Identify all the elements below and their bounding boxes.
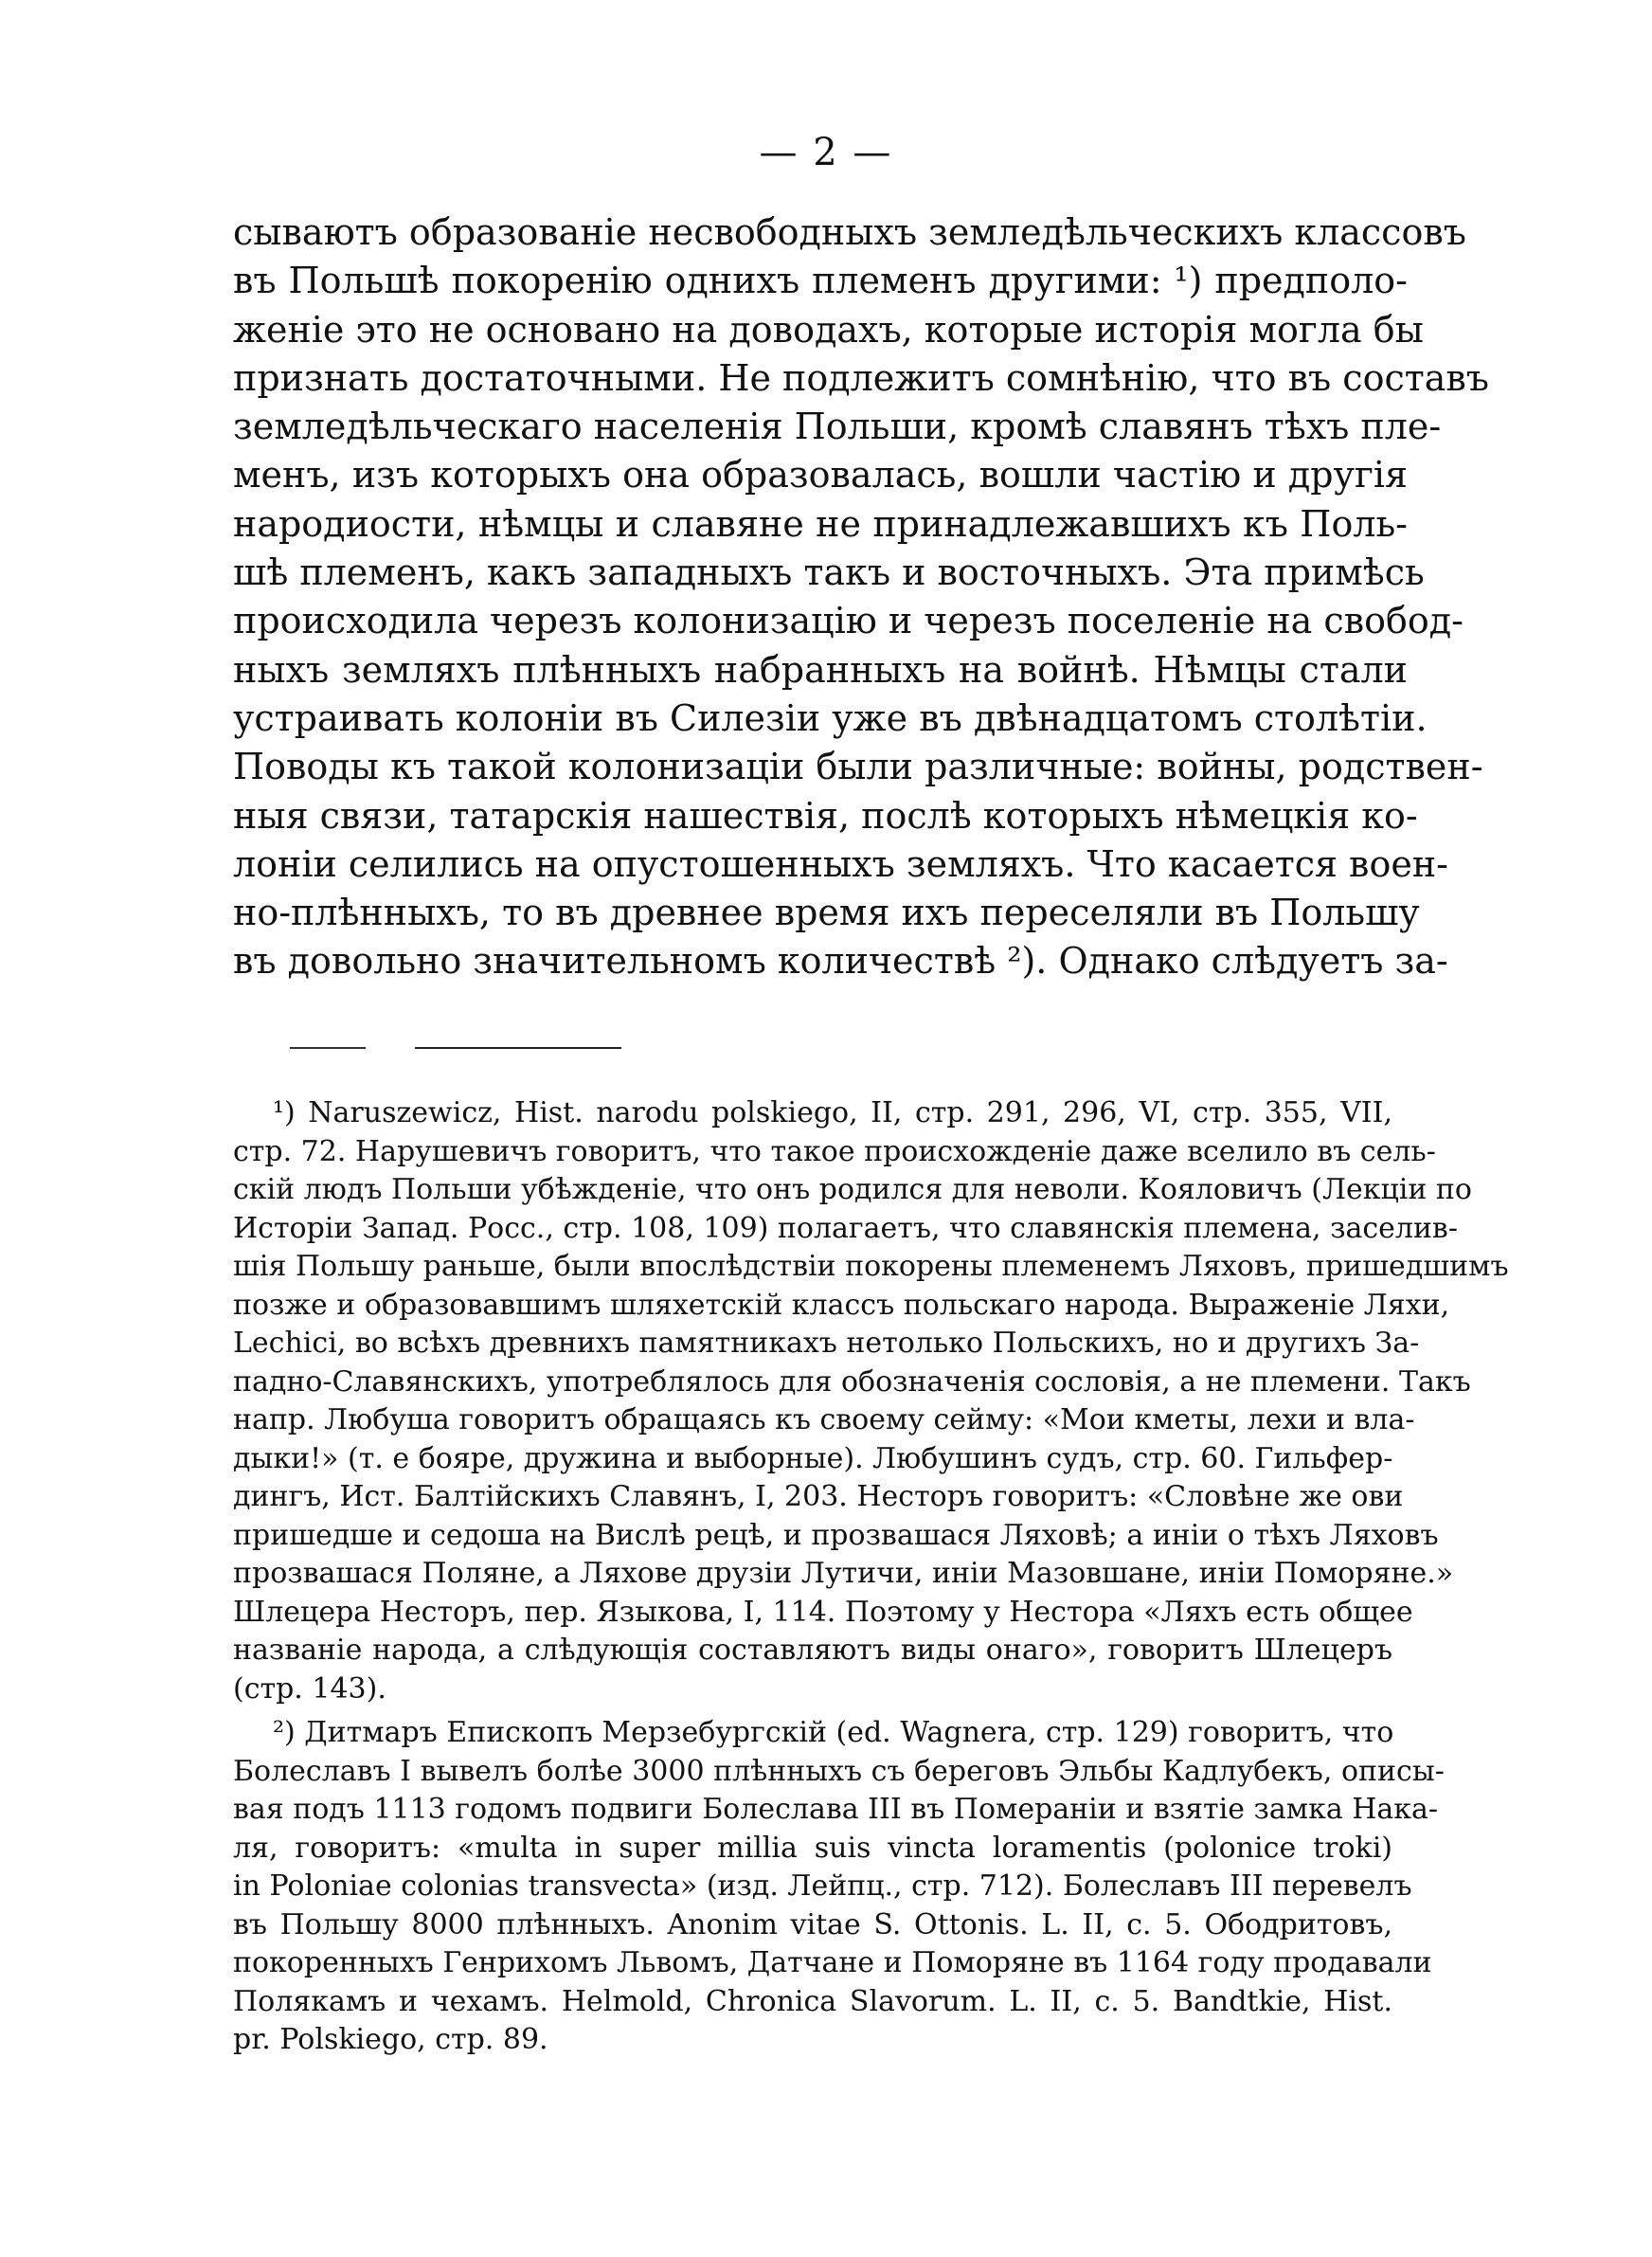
footnote-line: въ Польшу 8000 плѣнныхъ. Anonim vitae S. Ottonis. L. II, c. 5. Ободритовъ, xyxy=(233,1907,1392,1941)
text-line: Поводы къ такой колонизаціи были различные: войны, родствен- xyxy=(233,746,1483,788)
footnote-line: дингъ, Ист. Балтійскихъ Славянъ, I, 203. Несторъ говоритъ: «Словѣне же ови xyxy=(233,1480,1404,1513)
text-line: шѣ племенъ, какъ западныхъ такъ и восточныхъ. Эта примѣсь xyxy=(233,551,1425,594)
text-line: лоніи селились на опустошенныхъ земляхъ. Что касается воен- xyxy=(233,842,1448,885)
text-line: женіе это не основано на доводахъ, которые исторія могла бы xyxy=(233,308,1424,351)
footnote-line: названіе народа, а слѣдующія составляютъ виды онаго», говоритъ Шлецеръ xyxy=(233,1634,1392,1667)
footnote-line: стр. 72. Нарушевичъ говоритъ, что такое происхожденіе даже вселило въ сель- xyxy=(233,1134,1436,1168)
text-line: признать достаточными. Не подлежитъ сомнѣнію, что въ составъ xyxy=(233,356,1489,399)
footnote-line: in Poloniae colonias transvecta» (изд. Лейпц., стр. 712). Болеславъ III перевелъ xyxy=(233,1869,1412,1903)
footnote-2 xyxy=(233,1714,1445,2060)
text-line: устраивать колоніи въ Силезіи уже въ двѣнадцатомъ столѣтіи. xyxy=(233,696,1428,739)
text-line: ныя связи, татарскія нашествія, послѣ которыхъ нѣмецкія ко- xyxy=(233,794,1418,837)
footnote-line: ¹) Naruszewicz, Hist. narodu polskiego, II, стр. 291, 296, VI, стр. 355, VII, xyxy=(273,1096,1392,1129)
separator-rule-long xyxy=(415,1047,621,1049)
main-text xyxy=(233,208,1489,986)
footnote-1 xyxy=(233,1094,1509,1708)
footnote-line: скій людъ Польши убѣжденіе, что онъ родился для неволи. Кояловичъ (Лекціи по xyxy=(233,1173,1472,1206)
footnote-line: пришедше и седоша на Вислѣ рецѣ, и прозвашася Ляховѣ; а иніи о тѣхъ Ляховъ xyxy=(233,1518,1439,1552)
footnote-line: Lechici, во всѣхъ древнихъ памятникахъ нетолько Польскихъ, но и другихъ За- xyxy=(233,1327,1420,1360)
footnote-line: шія Польшу раньше, были впослѣдствіи покорены племенемъ Ляховъ, пришедшимъ xyxy=(233,1250,1509,1283)
footnote-separator xyxy=(290,1047,621,1051)
footnote-line: вая подъ 1113 годомъ подвиги Болеслава III въ Помераніи и взятіе замка Нака- xyxy=(233,1793,1439,1826)
text-line: менъ, изъ которыхъ она образовалась, вошли частію и другія xyxy=(233,454,1408,497)
text-line: но-плѣнныхъ, то въ древнее время ихъ переселяли въ Польшу xyxy=(233,892,1420,934)
footnote-line: падно-Славянскихъ, употреблялось для обозначенія сословія, а не племени. Такъ xyxy=(233,1364,1471,1399)
text-line: происходила черезъ колонизацію и черезъ поселеніе на свобод- xyxy=(233,600,1463,642)
footnote-line: ²) Дитмаръ Епископъ Мерзебургскій (ed. Wagnera, стр. 129) говоритъ, что xyxy=(273,1716,1394,1749)
separator-rule-short xyxy=(290,1047,366,1049)
footnote-line: Болеславъ I вывелъ болѣе 3000 плѣнныхъ съ береговъ Эльбы Кадлубекъ, описы- xyxy=(233,1754,1445,1788)
footnotes xyxy=(233,1094,1509,2060)
footnote-line: ля, говоритъ: «multa in super millia suis vincta loramentis (polonice troki) xyxy=(233,1831,1392,1865)
footnote-line: pr. Polskiego, стр. 89. xyxy=(233,2023,548,2056)
footnote-line: Шлецера Несторъ, пер. Языкова, I, 114. Поэтому у Нестора «Ляхъ есть общее xyxy=(233,1595,1413,1629)
footnote-line: (стр. 143). xyxy=(233,1671,386,1706)
footnote-line: дыки!» (т. е бояре, дружина и выборные). Любушинъ судъ, стр. 60. Гильфер- xyxy=(233,1441,1393,1475)
text-line: сываютъ образованіе несвободныхъ земледѣльческихъ классовъ xyxy=(233,211,1466,253)
footnote-line: Исторіи Запад. Росс., стр. 108, 109) полагаетъ, что славянскія племена, заселив- xyxy=(233,1211,1458,1245)
text-line: въ довольно значительномъ количествѣ ²). Однако слѣдуетъ за- xyxy=(233,940,1448,983)
footnote-line: Полякамъ и чехамъ. Helmold, Chronica Slavorum. L. II, c. 5. Bandtkie, Hist. xyxy=(233,1984,1392,2018)
text-line: земледѣльческаго населенія Польши, кромѣ славянъ тѣхъ пле- xyxy=(233,406,1442,448)
text-line: ныхъ земляхъ плѣнныхъ набранныхъ на войнѣ. Нѣмцы стали xyxy=(233,648,1408,691)
text-line: народиости, нѣмцы и славяне не принадлежавшихъ къ Поль- xyxy=(233,502,1408,545)
footnote-line: покоренныхъ Генрихомъ Львомъ, Датчане и Поморяне въ 1164 году продавали xyxy=(233,1946,1432,1979)
text-line: въ Польшѣ покоренію однихъ племенъ другими: ¹) предполо- xyxy=(233,260,1408,302)
footnote-line: прозвашася Поляне, а Ляхове друзіи Лутичи, иніи Мазовшане, иніи Поморяне.» xyxy=(233,1557,1454,1590)
footnote-line: напр. Любуша говоритъ обращаясь къ своему сейму: «Мои кметы, лехи и вла- xyxy=(233,1403,1415,1436)
footnote-line: позже и образовавшимъ шляхетскій классъ польскаго народа. Выраженіе Ляхи, xyxy=(233,1288,1450,1322)
page-number: — 2 — xyxy=(759,131,893,174)
